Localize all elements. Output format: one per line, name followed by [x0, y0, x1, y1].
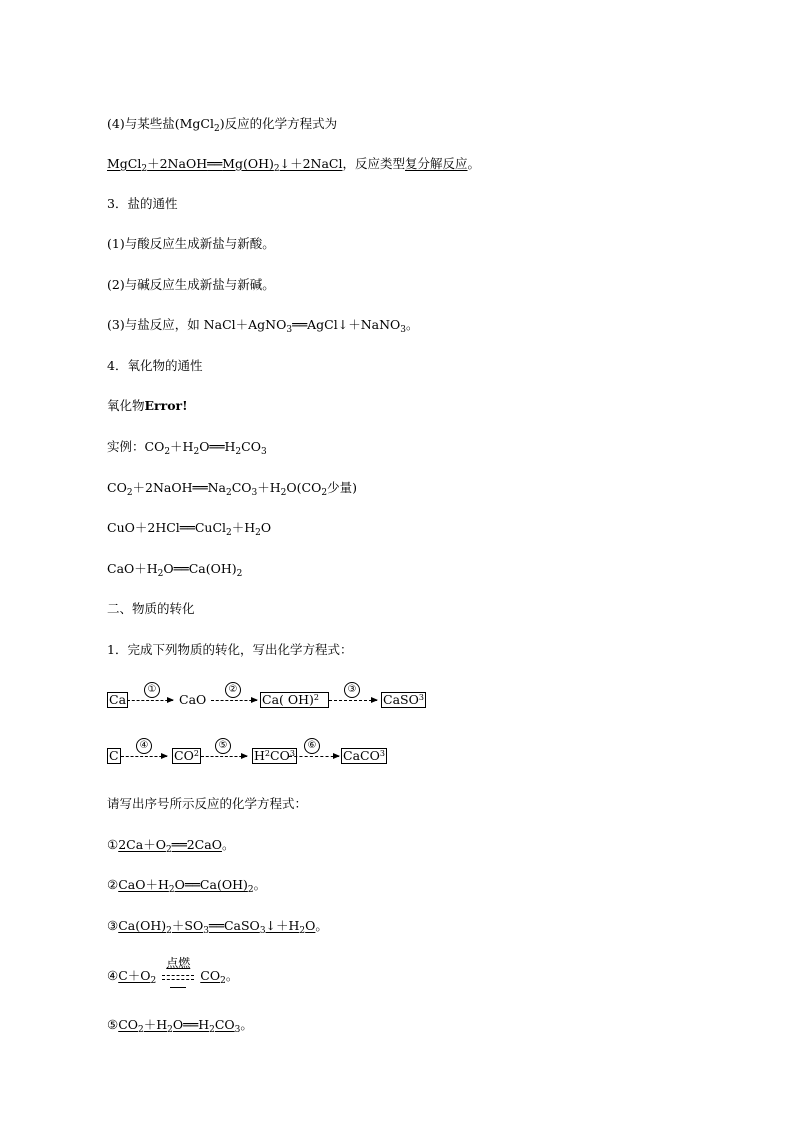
reaction-1: $①2Ca+O_2══2CaO$。: [107, 837, 235, 855]
step-number-3: ③: [344, 682, 360, 698]
task-2-heading: 请写出序号所示反应的化学方程式：: [107, 796, 308, 811]
reaction-3: $③Ca(OH)_2+SO_3══CaSO_3↓+H_2O$。: [107, 918, 328, 936]
arrow-1: [127, 700, 173, 701]
reaction-2: $②CaO+H_2O══Ca(OH)_2$。: [107, 877, 267, 895]
conversion-chain-2: [107, 734, 527, 764]
error-text: Error!: [144, 398, 188, 413]
reaction-4-answer-rhs: $CO_2$: [200, 968, 226, 986]
chain-node-cao: CaO: [179, 692, 207, 707]
reaction-5: $⑤CO_2+H_2O══H_2CO_3$。: [107, 1017, 253, 1035]
chain-node-ca: Ca: [109, 692, 127, 707]
step-number-2: ②: [225, 682, 241, 698]
reaction-3-answer: $Ca(OH)_2+SO_3══CaSO_3↓+H_2O$: [118, 918, 316, 936]
salt-property-2: (2)与碱反应生成新盐与新碱。: [107, 277, 275, 292]
section-4-heading: 4．氧化物的通性: [107, 358, 203, 373]
reaction-1-answer: $2Ca+O_2══2CaO$: [118, 837, 222, 855]
salt-property-3: (3)与盐反应，如 NaCl＋AgNO$_3$══AgCl↓＋NaNO$_3$。: [107, 317, 419, 335]
step-number-4: ④: [136, 738, 152, 754]
chain-node-caoh2: Ca( OH)$^2$: [260, 692, 329, 708]
part-2-heading: 二、物质的转化: [107, 601, 195, 616]
example-2: $CO_2+2NaOH══Na_2CO_3+H_2O(CO_2$少量): [107, 480, 357, 498]
arrow-6: [289, 756, 339, 757]
example-4: $CaO+H_2O══Ca(OH)_2$: [107, 561, 243, 579]
equation-answer: $MgCl_2+2NaOH══Mg(OH)_2↓+2NaCl$: [107, 156, 343, 174]
task-1-heading: 1．完成下列物质的转化，写出化学方程式：: [107, 642, 353, 657]
chain-node-caco3: CaCO$^3$: [343, 748, 385, 763]
step-number-1: ①: [144, 682, 160, 698]
step-number-6: ⑥: [304, 738, 320, 754]
oxide-line: 氧化物Error!: [107, 398, 188, 413]
reaction-condition: 点燃: [160, 969, 196, 985]
equation-mgcl2: $MgCl_2+2NaOH══Mg(OH)_2↓+2NaCl$，反应类型复分解反应。: [107, 156, 481, 174]
reaction-type-answer: 复分解反应: [405, 156, 468, 171]
arrow-4: [121, 756, 167, 757]
chain-node-caso3: CaSO$^3$: [383, 692, 424, 707]
step-number-5: ⑤: [215, 738, 231, 754]
reaction-5-answer: $CO_2+H_2O══H_2CO_3$: [118, 1017, 241, 1035]
conversion-chain-1: [107, 678, 527, 708]
reaction-4-answer-lhs: $C+O_2$: [118, 968, 157, 986]
item4-heading: (4)与某些盐(MgCl$_2$)反应的化学方程式为: [107, 116, 338, 134]
section-3-heading: 3．盐的通性: [107, 196, 178, 211]
arrow-2: [211, 700, 257, 701]
reaction-2-answer: $CaO+H_2O══Ca(OH)_2$: [118, 877, 254, 895]
arrow-5: [201, 756, 247, 757]
reaction-4: $④C+O_2$ 点燃 $CO_2$。: [107, 955, 239, 986]
example-3: $CuO+2HCl══CuCl_2+H_2O$: [107, 520, 272, 538]
salt-property-1: (1)与酸反应生成新盐与新酸。: [107, 236, 275, 251]
arrow-3: [329, 700, 377, 701]
example-1: 实例：$CO_2+H_2O══H_2CO_3$: [107, 439, 267, 457]
chain-node-co2: $CO^2$: [174, 748, 199, 763]
chain-node-c: C: [109, 748, 119, 763]
chain-node-h2co3: $H^2CO^3$: [254, 748, 295, 763]
